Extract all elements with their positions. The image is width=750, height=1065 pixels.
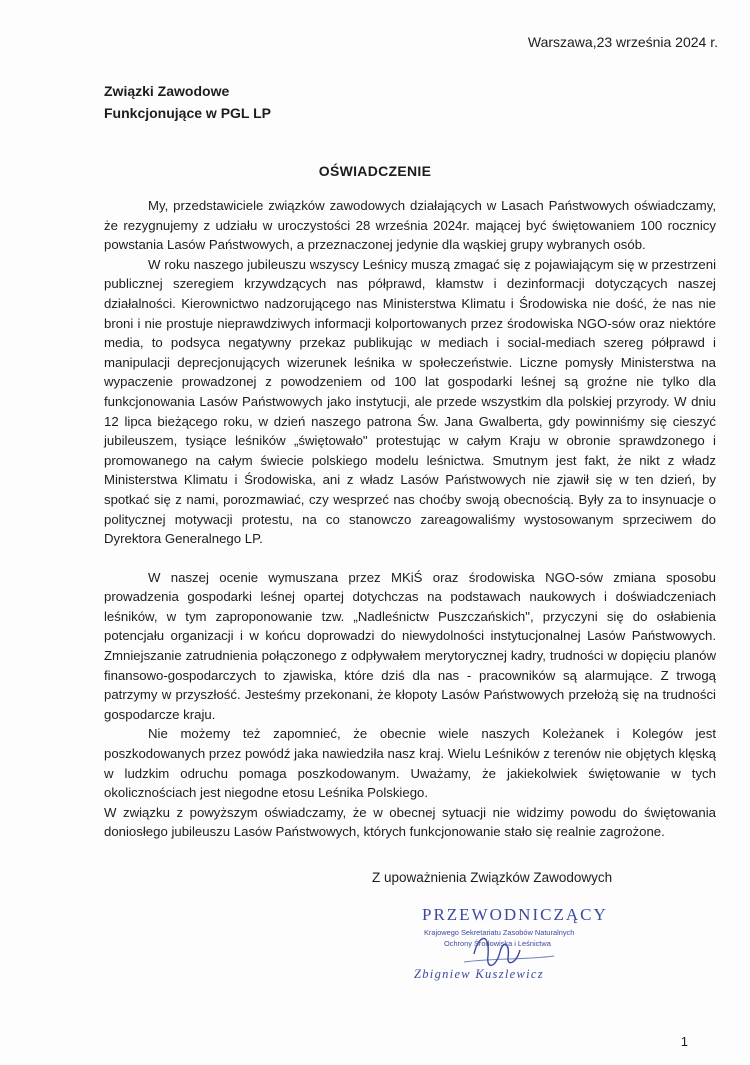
stamp-name: Zbigniew Kuszlewicz — [414, 967, 544, 981]
paragraph-2: W roku naszego jubileuszu wszyscy Leśnicy muszą zmagać się z pojawiającym się w przestrzeni publicznej szeregiem krzywdzących nas półprawd, kłamstw i dezinformacji dotyczących naszej działalności. Kierownictwo nadzorującego nas Ministerstwa Klimatu i Środowiska nie dość, że nas nie broni i nie prostuje nieprawdziwych informacji kolportowanych przez środowiska NGO-sów oraz niektóre media, to podsyca negatywny przekaz publikując w mediach i social-mediach szereg półprawd i manipulacji deprecjonujących wizerunek leśnika w społeczeństwie. Liczne pomysły Ministerstwa na wypaczenie prowadzonej z powodzeniem od 100 lat gospodarki leśnej są groźne nie tylko dla funkcjonowania Lasów Państwowych jako instytucji, ale przede wszystkim dla polskiej przyrody. W dniu 12 lipca bieżącego roku, w dzień naszego patrona Św. Jana Gwalberta, gdy powinniśmy się cieszyć jubileuszem, tysiące leśników „świętowało" protestując w całym Kraju w obronie sprawdzonego i promowanego na całym świecie polskiego modelu leśnictwa. Smutnym jest fakt, że nikt z władz Ministerstwa Klimatu i Środowiska, ani z władz Lasów Państwowych nie zjawił się w ten dzień, by spotkać się z nami, porozmawiać, czy wesprzeć nas choćby swoją obecnością. Były za to insynuacje o politycznej motywacji protestu, na co stanowczo zareagowaliśmy wystosowanym sprzeciwem do Dyrektora Generalnego LP. — [104, 256, 716, 547]
stamp-line-1: Krajowego Sekretariatu Zasobów Naturalnych — [424, 928, 575, 937]
signature-stamp — [404, 896, 614, 986]
page-number: 1 — [680, 1034, 688, 1049]
sender-line-1: Związki Zawodowe — [104, 83, 230, 99]
paragraph-4: Nie możemy też zapomnieć, że obecnie wiele naszych Koleżanek i Kolegów jest poszkodowanych przez powódź jaka nawiedziła nasz kraj. Wielu Leśników z terenów nie objętych klęską w ludzkim odruchu pomaga poszkodowanym. Uważamy, że jakiekolwiek świętowanie w tych okolicznościach jest niegodne etosu Leśnika Polskiego. — [104, 726, 716, 801]
paragraph-1: My, przedstawiciele związków zawodowych działających w Lasach Państwowych oświadczamy, że rezygnujemy z udziału w uroczystości 28 września 2024r. mającej być świętowaniem 100 rocznicy powstania Lasów Państwowych, a przeznaczonej jedynie dla wąskiej grupy wybranych osób. — [104, 198, 716, 253]
sender-organization — [104, 80, 271, 124]
paragraph-5: W związku z powyższym oświadczamy, że w obecnej sytuacji nie widzimy powodu do świętowania doniosłego jubileuszu Lasów Państwowych, których funkcjonowanie stało się realnie zagrożone. — [104, 804, 716, 840]
document-date: Warszawa,23 września 2024 r. — [527, 34, 718, 50]
stamp-line-2: Ochrony Środowiska i Leśnictwa — [444, 939, 551, 948]
stamp-title: PRZEWODNICZĄCY — [422, 905, 608, 924]
paragraph-3: W naszej ocenie wymuszana przez MKiŚ oraz środowiska NGO-sów zmiana sposobu prowadzenia gospodarki leśnej opartej dotychczas na podstawach naukowych i doświadczeniach leśników, w tym zaproponowanie tzw. „Nadleśnictw Puszczańskich", przyczyni się do osłabienia potencjału organizacji i w końcu doprowadzi do niewydolności instytucjonalnej Lasów Państwowych. Zmniejszanie zatrudnienia połączonego z odpływałem merytorycznej kadry, trudności w dopięciu planów finansowo-gospodarczych to zjawiska, które dziś dla nas - pracowników są alarmujące. Z trwogą patrzymy w przyszłość. Jesteśmy przekonani, że kłopoty Lasów Państwowych przełożą się na trudności gospodarcze kraju. — [104, 569, 716, 722]
document-title: OŚWIADCZENIE — [318, 163, 432, 179]
signature-intro: Z upoważnienia Związków Zawodowych — [372, 870, 613, 885]
sender-line-2: Funkcjonujące w PGL LP — [104, 105, 271, 121]
document-body — [104, 196, 716, 842]
